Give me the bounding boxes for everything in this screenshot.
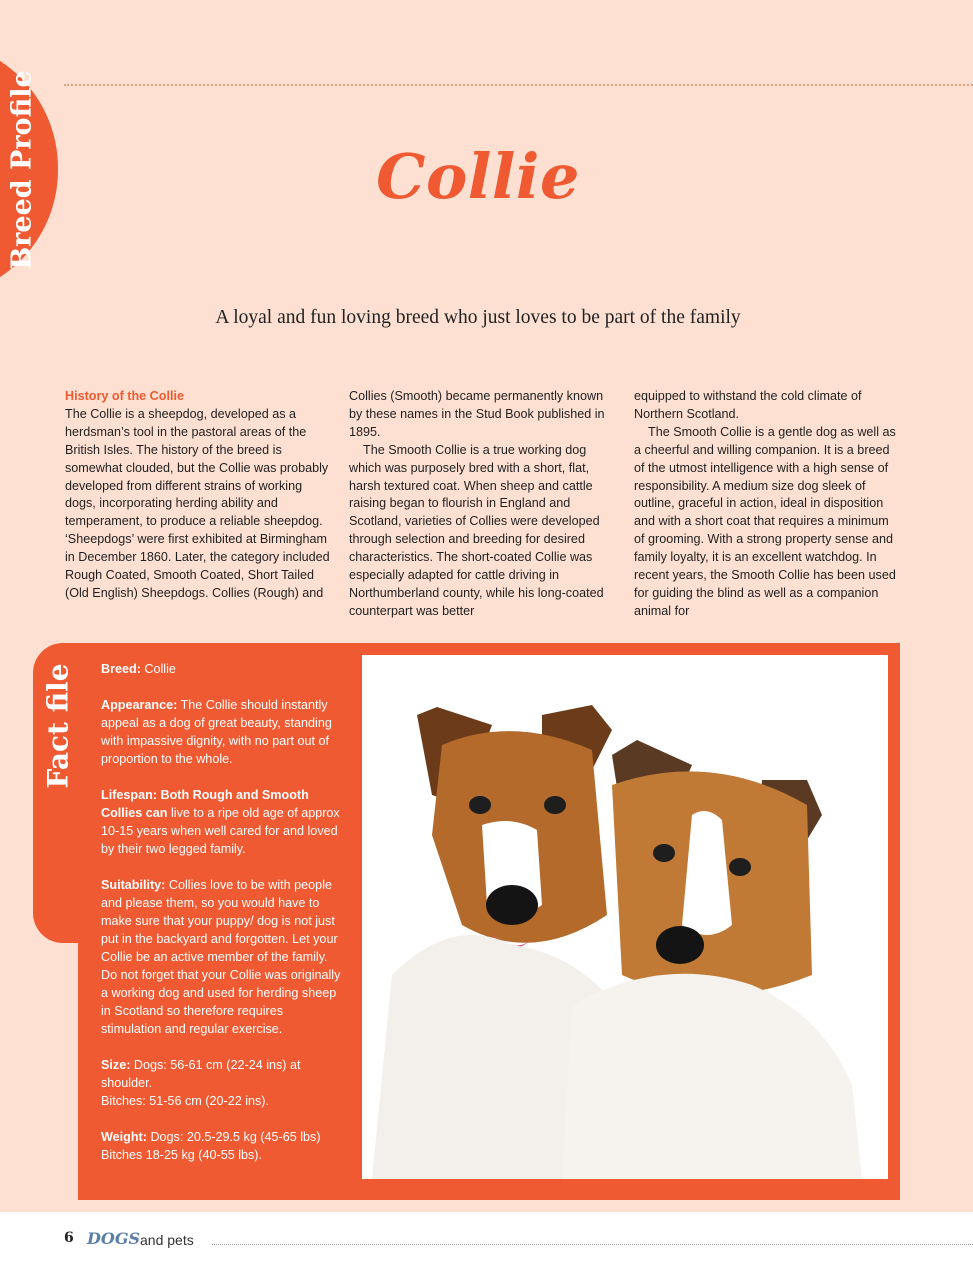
fact-label: Appearance:: [101, 698, 178, 712]
fact-label: Size:: [101, 1058, 131, 1072]
fact-value: Collies love to be with people and please them, so you would have to make sure that your puppy/ dog is not just put in the backyard and forgotten. Let your Collie be an active member of the family. Do not forget that your Collie was originally a working dog and used for herding sheep in Scotland so therefore requires stimulation and regular exercise.: [101, 878, 341, 1036]
top-dotted-rule: [64, 84, 973, 86]
article-paragraph: The Smooth Collie is a true working dog which was purposely bred with a short, flat, harsh textured coat. When sheep and cattle raising began to flourish in England and Scotland, varieties of Collies were developed through selection and breeding for desired characteristics. The short-coated Collie was especially adapted for cattle driving in Northumberland county, while his long-coated counterpart was better: [349, 442, 604, 618]
magazine-logo: DOGS: [87, 1229, 141, 1248]
fact-breed: [101, 660, 345, 678]
fact-value: The Collie should instantly appeal as a dog of great beauty, standing with impassive dignity, with no part out of proportion to the whole.: [101, 698, 332, 766]
fact-file-list: [101, 660, 345, 1182]
fact-value: Dogs: 56-61 cm (22-24 ins) at shoulder.: [101, 1058, 301, 1090]
fact-value: Dogs: 20.5-29.5 kg (45-65 lbs): [150, 1130, 321, 1144]
fact-weight: [101, 1128, 345, 1164]
fact-value: live to a ripe old age of approx 10-15 years when well cared for and loved by their two legged family.: [101, 806, 340, 856]
fact-value: Bitches 18-25 kg (40-55 lbs).: [101, 1148, 263, 1162]
fact-appearance: [101, 696, 345, 768]
fact-size: [101, 1056, 345, 1110]
article-column-1: [65, 388, 331, 603]
fact-suitability: [101, 876, 345, 1038]
fact-file-label: Fact file: [41, 663, 75, 789]
article-column-2: [349, 388, 615, 621]
collie-photo: [362, 655, 888, 1179]
fact-value: Collie: [144, 662, 176, 676]
article-paragraph: Collies (Smooth) became permanently known by these names in the Stud Book published in 1895.: [349, 389, 605, 439]
section-tab-text: Breed Profile: [6, 70, 38, 270]
fact-label: Breed:: [101, 662, 141, 676]
magazine-logo-sub: and pets: [140, 1232, 194, 1248]
fact-label: Weight:: [101, 1130, 147, 1144]
article-column-3: [634, 388, 900, 621]
collie-dogs-illustration: [362, 655, 888, 1179]
fact-label: Suitability:: [101, 878, 166, 892]
page-subtitle: A loyal and fun loving breed who just loves to be part of the family: [215, 307, 741, 328]
article-heading: History of the Collie: [65, 389, 184, 403]
article-paragraph: The Smooth Collie is a gentle dog as well as a cheerful and willing companion. It is a breed of the utmost intelligence with a high sense of responsibility. A medium size dog sleek of outline, graceful in action, ideal in disposition and with a short coat that requires a minimum of grooming. With a strong property sense and family loyalty, it is an excellent watchdog. In recent years, the Smooth Collie has been used for guiding the blind as well as a companion animal for: [634, 424, 896, 618]
footer-dotted-rule: [212, 1244, 973, 1245]
page-title: Collie: [376, 140, 580, 213]
fact-label: Lifespan: Both Rough and Smooth Collies can: [101, 788, 309, 820]
article-paragraph: equipped to withstand the cold climate of Northern Scotland.: [634, 389, 862, 421]
fact-lifespan: [101, 786, 345, 858]
article-paragraph: The Collie is a sheepdog, developed as a herdsman’s tool in the pastoral areas of the British Isles. The history of the breed is somewhat clouded, but the Collie was probably developed from different strains of working dogs, incorporating herding ability and temperament, to produce a reliable sheepdog. ‘Sheepdogs’ were first exhibited at Birmingham in December 1860. Later, the category included Rough Coated, Smooth Coated, Short Tailed (Old English) Sheepdogs. Collies (Rough) and: [65, 406, 330, 600]
page-number: 6: [64, 1230, 74, 1246]
fact-value: Bitches: 51-56 cm (20-22 ins).: [101, 1094, 269, 1108]
